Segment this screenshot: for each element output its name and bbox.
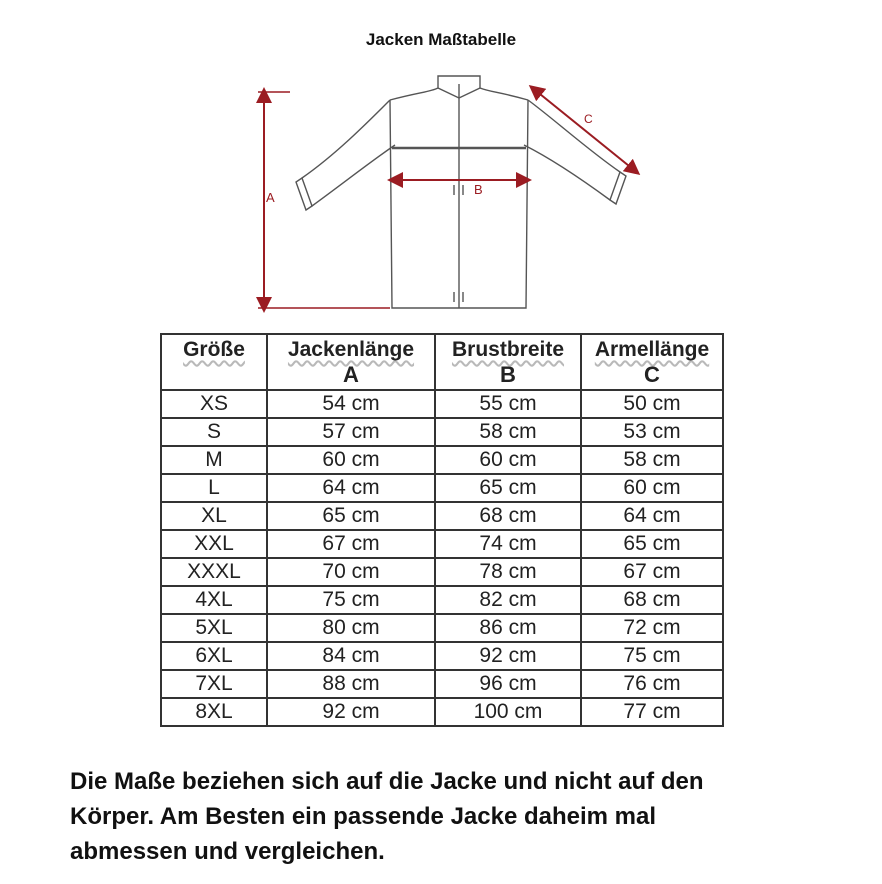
table-header-row (161, 334, 723, 390)
table-cell: 5XL (161, 614, 267, 642)
table-cell: S (161, 418, 267, 446)
note-line: Körper. Am Besten ein passende Jacke daheim mal (70, 803, 657, 830)
table-cell: 84 cm (267, 642, 435, 670)
table-cell: 60 cm (435, 446, 581, 474)
table-row (161, 390, 723, 418)
page-title: Jacken Maßtabelle (365, 30, 517, 49)
table-cell: 65 cm (435, 474, 581, 502)
table-row (161, 446, 723, 474)
table-cell: L (161, 474, 267, 502)
table-cell: 68 cm (581, 586, 723, 614)
note-line: abmessen und vergleichen. (70, 838, 385, 865)
label-b: B (474, 182, 483, 197)
table-row (161, 614, 723, 642)
table-cell: 78 cm (435, 558, 581, 586)
table-cell: 50 cm (581, 390, 723, 418)
table-cell: 100 cm (435, 698, 581, 726)
table-row (161, 558, 723, 586)
table-cell: 82 cm (435, 586, 581, 614)
table-cell: 53 cm (581, 418, 723, 446)
header-jacket-length: Jackenlänge A (267, 334, 435, 390)
size-table (160, 333, 724, 727)
table-cell: 67 cm (267, 530, 435, 558)
note-line: Die Maße beziehen sich auf die Jacke und nicht auf den (70, 768, 704, 795)
header-chest-width: Brustbreite B (435, 334, 581, 390)
table-cell: 7XL (161, 670, 267, 698)
table-cell: 6XL (161, 642, 267, 670)
header-size: Größe (161, 334, 267, 390)
table-cell: 64 cm (267, 474, 435, 502)
table-cell: XS (161, 390, 267, 418)
table-cell: 80 cm (267, 614, 435, 642)
table-cell: XXL (161, 530, 267, 558)
table-cell: 88 cm (267, 670, 435, 698)
jacket-icon (296, 76, 626, 308)
table-cell: 55 cm (435, 390, 581, 418)
table-cell: M (161, 446, 267, 474)
table-cell: 75 cm (581, 642, 723, 670)
table-row (161, 670, 723, 698)
table-row (161, 474, 723, 502)
table-cell: 8XL (161, 698, 267, 726)
table-cell: 77 cm (581, 698, 723, 726)
table-cell: 58 cm (435, 418, 581, 446)
table-cell: 54 cm (267, 390, 435, 418)
table-row (161, 530, 723, 558)
table-cell: 58 cm (581, 446, 723, 474)
table-cell: 64 cm (581, 502, 723, 530)
table-cell: 67 cm (581, 558, 723, 586)
table-cell: 57 cm (267, 418, 435, 446)
table-row (161, 502, 723, 530)
table-cell: 68 cm (435, 502, 581, 530)
measurement-note (70, 764, 860, 869)
table-cell: XL (161, 502, 267, 530)
label-a: A (266, 190, 275, 205)
table-row (161, 698, 723, 726)
label-c: C (584, 112, 593, 126)
table-cell: 75 cm (267, 586, 435, 614)
table-cell: 92 cm (267, 698, 435, 726)
table-cell: XXXL (161, 558, 267, 586)
table-cell: 60 cm (267, 446, 435, 474)
table-row (161, 586, 723, 614)
table-cell: 86 cm (435, 614, 581, 642)
table-cell: 74 cm (435, 530, 581, 558)
table-cell: 65 cm (581, 530, 723, 558)
table-cell: 92 cm (435, 642, 581, 670)
table-cell: 76 cm (581, 670, 723, 698)
table-cell: 96 cm (435, 670, 581, 698)
table-cell: 70 cm (267, 558, 435, 586)
table-row (161, 418, 723, 446)
table-cell: 4XL (161, 586, 267, 614)
header-sleeve-length: Armellänge C (581, 334, 723, 390)
table-row (161, 642, 723, 670)
table-cell: 65 cm (267, 502, 435, 530)
table-cell: 72 cm (581, 614, 723, 642)
table-cell: 60 cm (581, 474, 723, 502)
jacket-measurement-diagram (250, 70, 650, 320)
